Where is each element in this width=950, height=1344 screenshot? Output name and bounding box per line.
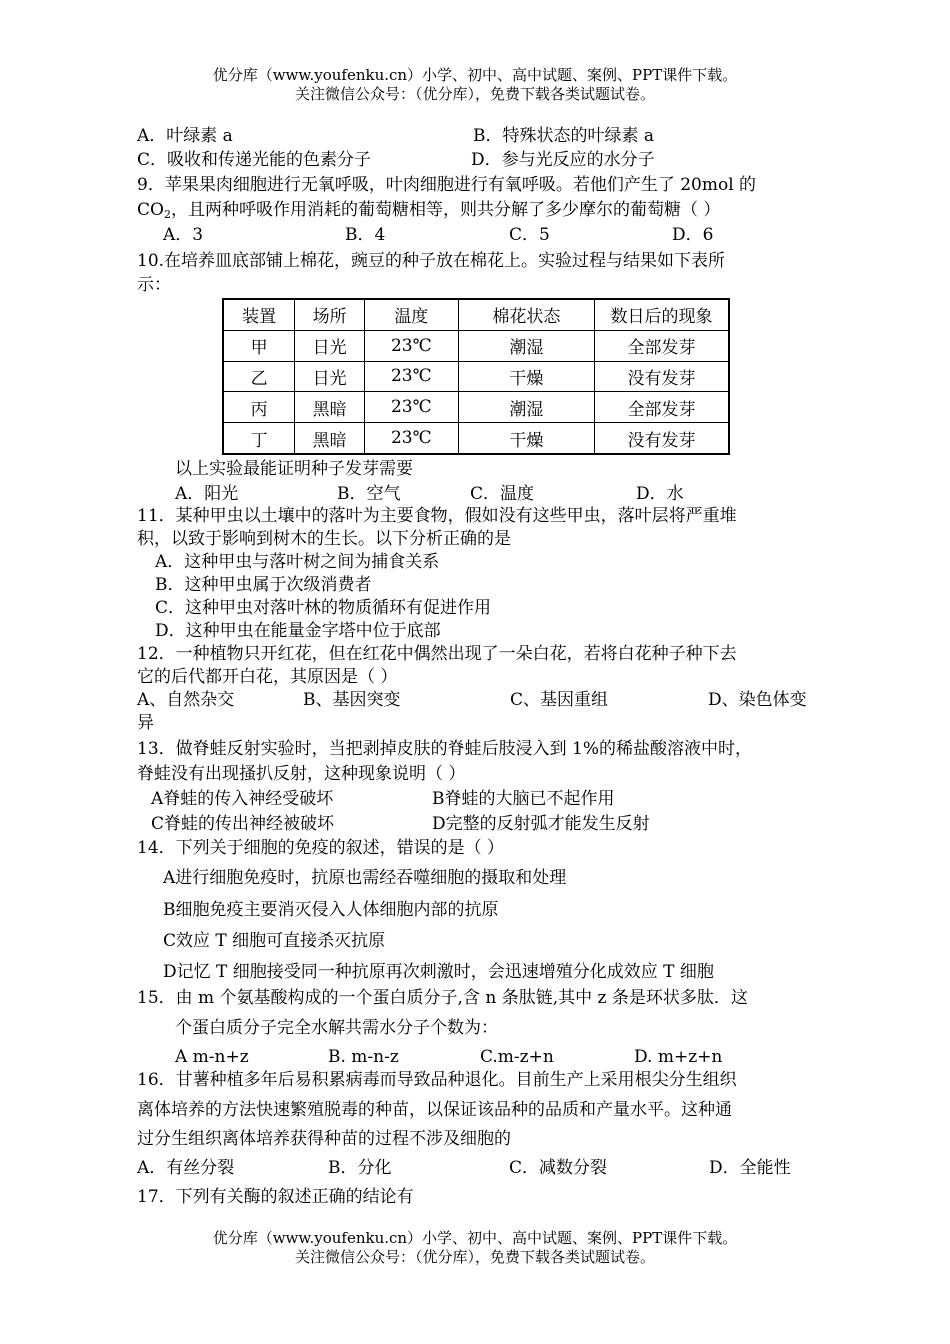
q9-stem-line-2-rest: ，且两种呼吸作用消耗的葡萄糖相等，则共分解了多少摩尔的葡萄糖（ ） [170, 200, 721, 220]
table-cell: 黑暗 [295, 423, 365, 454]
table-cell: 干燥 [458, 423, 594, 454]
q16-option-c: C．减数分裂 [509, 1158, 608, 1178]
q16-option-a: A．有丝分裂 [137, 1158, 235, 1178]
q16-stem-line-3: 过分生组织离体培养获得种苗的过程不涉及细胞的 [137, 1129, 511, 1149]
q12-stem-line-1: 12．一种植物只开红花，但在红花中偶然出现了一朵白花，若将白花种子种下去 [137, 644, 737, 664]
table-cell: 潮湿 [458, 330, 594, 361]
q11-option-a: A．这种甲虫与落叶树之间为捕食关系 [155, 552, 440, 572]
table-header-cell: 数日后的现象 [595, 299, 729, 330]
table-cell: 日光 [295, 330, 365, 361]
table-header-cell: 温度 [364, 299, 458, 330]
q9-stem-line-2 [137, 199, 720, 226]
q14-option-d: D记忆 T 细胞接受同一种抗原再次刺激时，会迅速增殖分化成效应 T 细胞 [163, 962, 714, 982]
q13-option-b: B脊蛙的大脑已不起作用 [432, 789, 615, 809]
q9-co2: CO [137, 200, 164, 220]
table-cell: 甲 [223, 330, 295, 361]
table-cell: 黑暗 [295, 392, 365, 423]
table-cell: 日光 [295, 361, 365, 392]
q10-stem-line-2: 示： [137, 275, 171, 295]
q12-stem-line-2: 它的后代都开白花，其原因是（ ） [137, 667, 398, 687]
q15-option-d: D. m+z+n [634, 1047, 723, 1067]
q9-option-d: D．6 [672, 225, 714, 245]
header-line-2: 关注微信公众号：（优分库），免费下载各类试题试卷。 [294, 85, 655, 103]
table-row [223, 392, 729, 423]
q10-stem-line-1: 10.在培养皿底部铺上棉花，豌豆的种子放在棉花上。实验过程与结果如下表所 [137, 251, 726, 271]
table-cell: 23℃ [364, 423, 458, 454]
q16-stem-line-2: 离体培养的方法快速繁殖脱毒的种苗，以保证该品种的品质和产量水平。这种通 [137, 1100, 732, 1120]
q9-stem-line-1: 9．苹果果肉细胞进行无氧呼吸，叶肉细胞进行有氧呼吸。若他们产生了 20mol 的 [137, 175, 757, 195]
table-row [223, 361, 729, 392]
q9-option-c: C．5 [509, 225, 550, 245]
q15-option-c: C.m-z+n [480, 1047, 554, 1067]
q13-stem-line-2: 脊蛙没有出现搔扒反射，这种现象说明（ ） [137, 764, 466, 784]
table-cell: 乙 [223, 361, 295, 392]
q10-option-a: A．阳光 [175, 484, 239, 504]
table-cell: 丁 [223, 423, 295, 454]
q16-option-d: D．全能性 [709, 1158, 791, 1178]
q12-option-a: A、自然杂交 [137, 690, 235, 710]
q13-option-a: A脊蛙的传入神经受破坏 [151, 789, 334, 809]
table-cell: 23℃ [364, 392, 458, 423]
q11-stem-line-1: 11．某种甲虫以土壤中的落叶为主要食物，假如没有这些甲虫，落叶层将严重堆 [137, 506, 737, 526]
q10-option-b: B．空气 [337, 484, 401, 504]
q10-option-c: C．温度 [470, 484, 535, 504]
q8-option-d: D．参与光反应的水分子 [471, 150, 655, 170]
q15-option-a: A m-n+z [175, 1047, 249, 1067]
table-cell: 23℃ [364, 361, 458, 392]
q16-option-b: B．分化 [328, 1158, 392, 1178]
table-cell: 没有发芽 [595, 361, 729, 392]
q13-option-c: C脊蛙的传出神经被破坏 [151, 814, 335, 834]
table-row [223, 423, 729, 454]
experiment-table [222, 298, 730, 455]
q10-question: 以上实验最能证明种子发芽需要 [175, 459, 413, 479]
table-cell: 全部发芽 [595, 330, 729, 361]
table-header-cell: 场所 [295, 299, 365, 330]
footer-line-2: 关注微信公众号：（优分库），免费下载各类试题试卷。 [294, 1248, 655, 1266]
q17-stem: 17．下列有关酶的叙述正确的结论有 [137, 1187, 414, 1207]
q8-option-a: A．叶绿素 a [137, 126, 233, 146]
table-header-cell: 棉花状态 [458, 299, 594, 330]
table-cell: 没有发芽 [595, 423, 729, 454]
q9-co2-subscript: 2 [163, 208, 171, 221]
header-line-1: 优分库（www.youfenku.cn）小学、初中、高中试题、案例、PPT课件下载。 [212, 66, 738, 84]
q9-option-a: A．3 [163, 225, 204, 245]
q14-option-c: C效应 T 细胞可直接杀灭抗原 [163, 931, 386, 951]
q12-option-c: C、基因重组 [510, 690, 609, 710]
q11-option-c: C．这种甲虫对落叶林的物质循环有促进作用 [155, 598, 492, 618]
q15-stem-line-2: 个蛋白质分子完全水解共需水分子个数为： [175, 1018, 498, 1038]
q14-stem: 14．下列关于细胞的免疫的叙述，错误的是（ ） [137, 838, 505, 858]
q14-option-b: B细胞免疫主要消灭侵入人体细胞内部的抗原 [163, 900, 499, 920]
table-row [223, 330, 729, 361]
q13-stem-line-1: 13．做脊蛙反射实验时，当把剥掉皮肤的脊蛙后肢浸入到 1%的稀盐酸溶液中时， [137, 739, 753, 759]
table-cell: 潮湿 [458, 392, 594, 423]
q15-option-b: B. m-n-z [328, 1047, 399, 1067]
q12-option-b: B、基因突变 [303, 690, 401, 710]
q11-option-d: D．这种甲虫在能量金字塔中位于底部 [155, 621, 441, 641]
q14-option-a: A进行细胞免疫时，抗原也需经吞噬细胞的摄取和处理 [163, 868, 567, 888]
q15-stem-line-1: 15．由 m 个氨基酸构成的一个蛋白质分子,含 n 条肽链,其中 z 条是环状多肽．这 [137, 988, 748, 1008]
q8-option-b: B．特殊状态的叶绿素 a [473, 126, 655, 146]
table-header-cell: 装置 [223, 299, 295, 330]
footer-line-1: 优分库（www.youfenku.cn）小学、初中、高中试题、案例、PPT课件下载。 [212, 1229, 738, 1247]
q12-option-d-continued: 异 [137, 713, 154, 733]
q8-option-c: C．吸收和传递光能的色素分子 [137, 150, 372, 170]
table-cell: 丙 [223, 392, 295, 423]
q11-option-b: B．这种甲虫属于次级消费者 [155, 575, 372, 595]
q12-option-d: D、染色体变 [708, 690, 807, 710]
q11-stem-line-2: 积，以致于影响到树木的生长。以下分析正确的是 [137, 529, 511, 549]
table-cell: 23℃ [364, 330, 458, 361]
table-header-row [223, 299, 729, 330]
q16-stem-line-1: 16．甘薯种植多年后易积累病毒而导致品种退化。目前生产上采用根尖分生组织 [137, 1070, 737, 1090]
q10-option-d: D．水 [636, 484, 684, 504]
table-cell: 干燥 [458, 361, 594, 392]
q9-option-b: B．4 [345, 225, 386, 245]
table-cell: 全部发芽 [595, 392, 729, 423]
q13-option-d: D完整的反射弧才能发生反射 [432, 814, 650, 834]
